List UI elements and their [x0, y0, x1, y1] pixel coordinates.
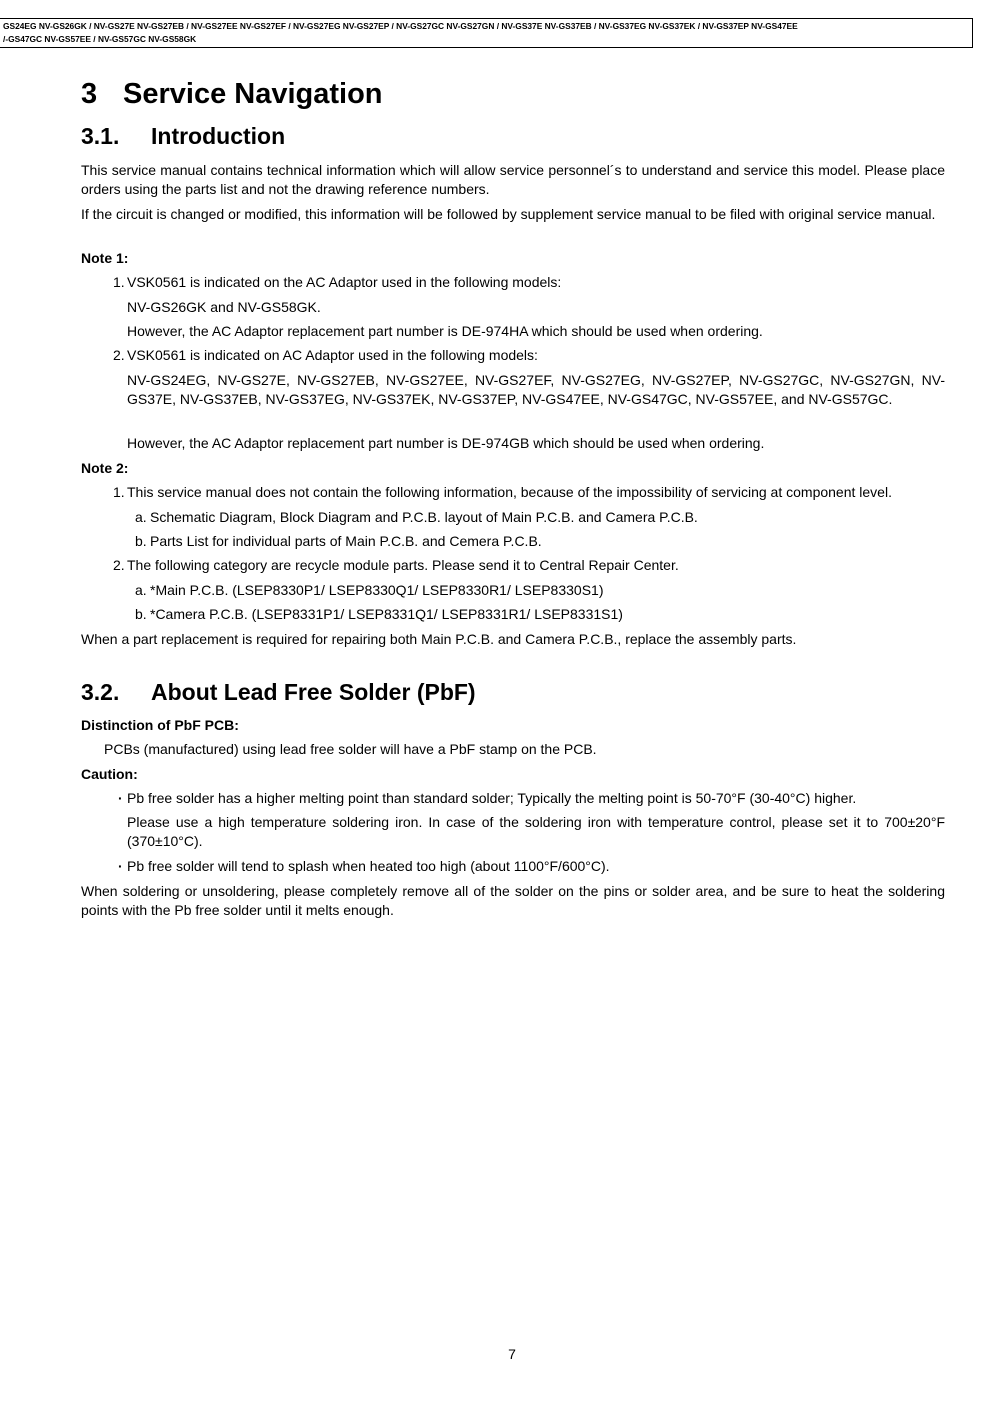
bullet-mark-2: · — [118, 858, 123, 874]
caution-bullet-2 — [118, 857, 610, 876]
note2-item-1a — [135, 508, 698, 527]
distinction-text: PCBs (manufactured) using lead free solder will have a PbF stamp on the PCB. — [104, 741, 597, 757]
note2-item-2-text: The following category are recycle module parts. Please send it to Central Repair Center. — [127, 557, 679, 573]
pbf-heading — [81, 679, 476, 706]
caution-bullet-2-text: Pb free solder will tend to splash when heated too high (about 1100°F/600°C). — [127, 858, 610, 874]
note1-item-2-models: NV-GS24EG, NV-GS27E, NV-GS27EB, NV-GS27EE, NV-GS27EF, NV-GS27EG, NV-GS27EP, NV-GS27GC, NV-GS27GN, NV-GS37E, NV-GS37EB, NV-GS37EG, NV-GS37EK, NV-GS37EP, NV-GS47EE, NV-GS47GC, NV-GS57EE, and NV-GS57GC. — [127, 372, 945, 407]
section-title: Service Navigation — [123, 78, 383, 110]
note1-label: Note 1: — [81, 250, 129, 266]
note2-item-1-text: This service manual does not contain the following information, because of the impossibility of servicing at component level. — [127, 484, 892, 500]
note2-item-1 — [113, 483, 945, 502]
note2-item-2-mark: 2. — [113, 557, 125, 573]
note2-item-1-mark: 1. — [113, 484, 125, 500]
section-number: 3 — [81, 78, 98, 110]
note1-item-2-text: VSK0561 is indicated on AC Adaptor used in the following models: — [127, 347, 538, 363]
caution-bullet-1-text: Pb free solder has a higher melting point than standard solder; Typically the melting point is 50-70°F (30-40°C) higher. — [127, 790, 857, 806]
intro-paragraph-1: This service manual contains technical information which will allow service personnel´s to understand and service this model. Please place orders using the parts list and not the drawing reference numbers. — [81, 162, 945, 197]
intro-paragraph-2: If the circuit is changed or modified, this information will be followed by supplement service manual to be filed with original service manual. — [81, 206, 936, 222]
intro-closing: When a part replacement is required for repairing both Main P.C.B. and Camera P.C.B., replace the assembly parts. — [81, 631, 797, 647]
intro-title: Introduction — [151, 123, 286, 149]
pbf-number: 3.2. — [81, 679, 120, 705]
note2-item-1a-text: Schematic Diagram, Block Diagram and P.C.B. layout of Main P.C.B. and Camera P.C.B. — [150, 509, 698, 525]
note2-item-2 — [113, 556, 679, 575]
note1-item-1-models: NV-GS26GK and NV-GS58GK. — [127, 299, 321, 315]
intro-heading — [81, 123, 285, 150]
note1-item-2 — [113, 346, 945, 365]
header-line-2: /-GS47GC NV-GS57EE / NV-GS57GC NV-GS58GK — [3, 34, 197, 44]
note2-item-1b-text: Parts List for individual parts of Main P.C.B. and Cemera P.C.B. — [150, 533, 542, 549]
note2-item-2a-text: *Main P.C.B. (LSEP8330P1/ LSEP8330Q1/ LSEP8330R1/ LSEP8330S1) — [150, 582, 604, 598]
note2-item-2b-mark: b. — [135, 606, 147, 622]
running-header — [0, 18, 973, 48]
pbf-closing: When soldering or unsoldering, please completely remove all of the solder on the pins or solder area, and be sure to heat the soldering points with the Pb free solder until it melts enough. — [81, 883, 945, 918]
note1-item-1-mark: 1. — [113, 274, 125, 290]
page-number: 7 — [508, 1346, 516, 1362]
caution-bullet-1 — [118, 789, 945, 808]
intro-number: 3.1. — [81, 123, 120, 149]
caution-label: Caution: — [81, 766, 138, 782]
note1-item-1 — [113, 273, 945, 292]
bullet-mark-1: · — [118, 790, 123, 806]
note2-item-2b — [135, 605, 623, 624]
distinction-label: Distinction of PbF PCB: — [81, 717, 239, 733]
section-heading — [81, 78, 383, 111]
note2-item-2b-text: *Camera P.C.B. (LSEP8331P1/ LSEP8331Q1/ LSEP8331R1/ LSEP8331S1) — [150, 606, 623, 622]
header-line-1: GS24EG NV-GS26GK / NV-GS27E NV-GS27EB / NV-GS27EE NV-GS27EF / NV-GS27EG NV-GS27EP / NV-GS27GC NV-GS27GN / NV-GS37E NV-GS37EB / NV-GS37EG NV-GS37EK / NV-GS37EP NV-GS47EE — [3, 21, 798, 31]
note1-item-2-mark: 2. — [113, 347, 125, 363]
pbf-title: About Lead Free Solder (PbF) — [151, 679, 476, 705]
caution-bullet-1-continued: Please use a high temperature soldering iron. In case of the soldering iron with temperature control, please set it to 700±20°F (370±10°C). — [127, 814, 945, 849]
note2-item-2a — [135, 581, 604, 600]
note2-item-1b-mark: b. — [135, 533, 147, 549]
note1-item-2-however: However, the AC Adaptor replacement part number is DE-974GB which should be used when ordering. — [127, 435, 765, 451]
note1-item-1-however: However, the AC Adaptor replacement part number is DE-974HA which should be used when ordering. — [127, 323, 763, 339]
note2-label: Note 2: — [81, 460, 129, 476]
note2-item-1b — [135, 532, 542, 551]
note2-item-2a-mark: a. — [135, 582, 147, 598]
note2-item-1a-mark: a. — [135, 509, 147, 525]
note1-item-1-text: VSK0561 is indicated on the AC Adaptor used in the following models: — [127, 274, 562, 290]
